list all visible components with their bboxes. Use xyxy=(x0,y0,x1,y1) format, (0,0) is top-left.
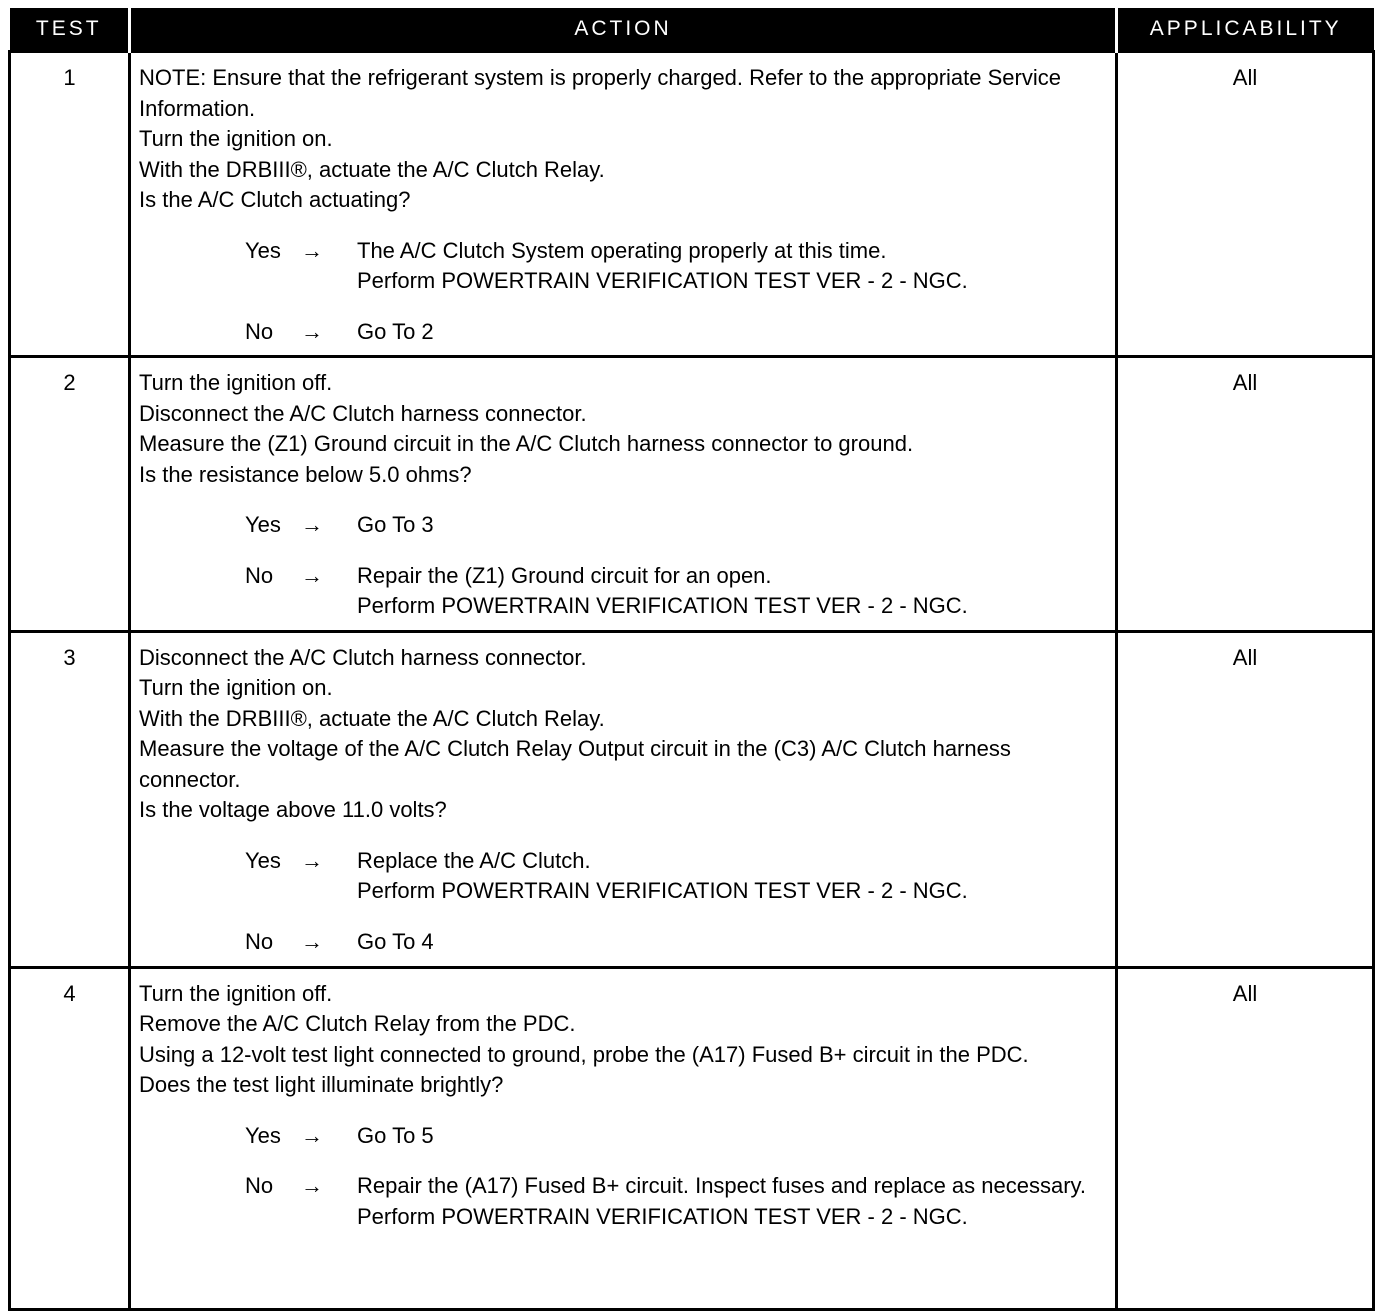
no-result xyxy=(139,927,1107,958)
no-outcome xyxy=(357,561,1107,622)
action-instruction: Turn the ignition off. xyxy=(139,980,333,1006)
outcome-text: The A/C Clutch System operating properly at this time. xyxy=(357,237,887,263)
outcome-text: Repair the (A17) Fused B+ circuit. Inspect fuses and replace as necessary. xyxy=(357,1173,1087,1198)
no-label: No xyxy=(245,928,274,954)
action-instruction: Disconnect the A/C Clutch harness connector. xyxy=(139,644,587,670)
right-arrow-icon: → xyxy=(301,928,323,954)
header-row xyxy=(10,8,1374,52)
step-applicability: All xyxy=(1117,52,1374,357)
action-instruction: Is the A/C Clutch actuating? xyxy=(139,187,411,212)
yes-label: Yes xyxy=(245,512,281,537)
action-instruction: Is the resistance below 5.0 ohms? xyxy=(139,461,472,487)
step-applicability: All xyxy=(1117,631,1374,967)
action-instruction: Is the voltage above 11.0 volts? xyxy=(139,797,447,822)
right-arrow-icon: → xyxy=(301,318,323,344)
action-instruction: Using a 12-volt test light connected to ground, probe the (A17) Fused B+ circuit in the PDC. xyxy=(139,1041,1029,1067)
outcome-text: Perform POWERTRAIN VERIFICATION TEST VER - 2 - NGC. xyxy=(357,268,968,293)
yes-outcome xyxy=(357,510,1107,541)
no-label: No xyxy=(245,1173,274,1198)
no-outcome xyxy=(357,317,1107,348)
step-applicability: All xyxy=(1117,357,1374,632)
right-arrow-icon: → xyxy=(301,1122,323,1148)
action-instruction: Turn the ignition on. xyxy=(139,126,333,151)
step-action xyxy=(130,967,1117,1309)
outcome-text: Go To 3 xyxy=(357,512,434,537)
no-result xyxy=(139,561,1107,622)
yes-result xyxy=(139,846,1107,907)
outcome-text: Repair the (Z1) Ground circuit for an open. xyxy=(357,562,772,588)
outcome-text: Replace the A/C Clutch. xyxy=(357,847,591,873)
outcome-text: Perform POWERTRAIN VERIFICATION TEST VER - 2 - NGC. xyxy=(357,593,968,618)
yes-result xyxy=(139,1121,1107,1152)
action-instruction: NOTE: Ensure that the refrigerant system is properly charged. Refer to the appropriate Service Information. xyxy=(139,65,1061,121)
header-applicability: APPLICABILITY xyxy=(1117,8,1374,52)
no-label: No xyxy=(245,562,274,588)
yes-label: Yes xyxy=(245,237,281,263)
no-label: No xyxy=(245,318,274,344)
step-action xyxy=(130,357,1117,632)
action-instruction: Measure the voltage of the A/C Clutch Relay Output circuit in the (C3) A/C Clutch harness connector. xyxy=(139,736,1011,792)
no-result xyxy=(139,1171,1107,1232)
action-instruction: Measure the (Z1) Ground circuit in the A/C Clutch harness connector to ground. xyxy=(139,431,914,456)
step-action xyxy=(130,631,1117,967)
yes-result xyxy=(139,236,1107,297)
action-instruction: Turn the ignition on. xyxy=(139,675,333,700)
outcome-text: Go To 2 xyxy=(357,318,434,344)
test-step-row xyxy=(10,967,1374,1309)
step-action xyxy=(130,52,1117,357)
action-instruction: Disconnect the A/C Clutch harness connector. xyxy=(139,400,587,426)
diagnostic-test-table-container xyxy=(8,8,1372,1311)
yes-label: Yes xyxy=(245,1122,281,1148)
outcome-text: Perform POWERTRAIN VERIFICATION TEST VER - 2 - NGC. xyxy=(357,1203,968,1229)
action-instruction: Remove the A/C Clutch Relay from the PDC. xyxy=(139,1011,576,1036)
yes-outcome xyxy=(357,846,1107,907)
yes-outcome xyxy=(357,1121,1107,1152)
right-arrow-icon: → xyxy=(301,512,323,537)
yes-label: Yes xyxy=(245,847,281,873)
right-arrow-icon: → xyxy=(301,237,323,263)
no-result xyxy=(139,317,1107,348)
outcome-text: Go To 4 xyxy=(357,928,434,954)
step-number: 4 xyxy=(10,967,130,1309)
action-instruction: With the DRBIII®, actuate the A/C Clutch Relay. xyxy=(139,705,605,731)
no-outcome xyxy=(357,927,1107,958)
right-arrow-icon: → xyxy=(301,847,323,873)
outcome-text: Go To 5 xyxy=(357,1122,434,1148)
action-instruction: Does the test light illuminate brightly? xyxy=(139,1072,504,1097)
step-number: 2 xyxy=(10,357,130,632)
action-instruction: With the DRBIII®, actuate the A/C Clutch Relay. xyxy=(139,156,605,182)
test-step-row xyxy=(10,631,1374,967)
yes-result xyxy=(139,510,1107,541)
diagnostic-test-table xyxy=(8,8,1375,1311)
right-arrow-icon: → xyxy=(301,1173,323,1198)
test-step-row xyxy=(10,52,1374,357)
no-outcome xyxy=(357,1171,1107,1232)
action-instruction: Turn the ignition off. xyxy=(139,370,333,395)
header-test: TEST xyxy=(10,8,130,52)
outcome-text: Perform POWERTRAIN VERIFICATION TEST VER - 2 - NGC. xyxy=(357,878,968,903)
test-step-row xyxy=(10,357,1374,632)
step-applicability: All xyxy=(1117,967,1374,1309)
test-rows xyxy=(10,52,1374,1310)
yes-outcome xyxy=(357,236,1107,297)
step-number: 1 xyxy=(10,52,130,357)
right-arrow-icon: → xyxy=(301,562,323,588)
step-number: 3 xyxy=(10,631,130,967)
header-action: ACTION xyxy=(130,8,1117,52)
